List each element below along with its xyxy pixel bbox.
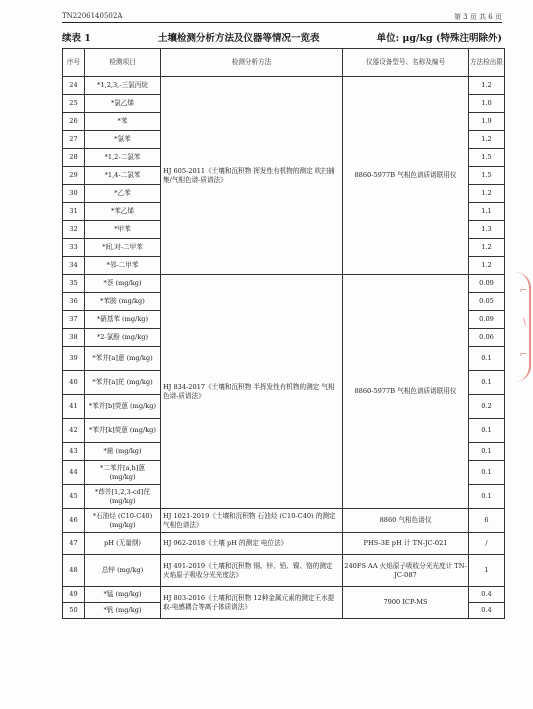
limit-cell: 0.05 (469, 293, 505, 311)
stamp-mark: ∖ (521, 318, 527, 328)
item-cell: *苯并[a]蒽 (mg/kg) (85, 347, 161, 371)
seq-cell: 44 (63, 461, 85, 485)
item-cell: pH (无量纲) (85, 533, 161, 555)
table-row (63, 587, 505, 603)
item-cell: *邻-二甲苯 (85, 257, 161, 275)
seq-cell: 42 (63, 419, 85, 443)
item-cell: *2-氯酚 (mg/kg) (85, 329, 161, 347)
table-row (63, 77, 505, 95)
seq-cell: 26 (63, 113, 85, 131)
limit-cell: 1.2 (469, 131, 505, 149)
limit-cell: 0.1 (469, 485, 505, 509)
seq-cell: 45 (63, 485, 85, 509)
limit-cell: 0.1 (469, 419, 505, 443)
seq-cell: 25 (63, 95, 85, 113)
seq-cell: 46 (63, 509, 85, 533)
item-cell: *苯乙烯 (85, 203, 161, 221)
col-seq: 序号 (63, 49, 85, 77)
seq-cell: 24 (63, 77, 85, 95)
seq-cell: 38 (63, 329, 85, 347)
seq-cell: 30 (63, 185, 85, 203)
limit-cell: 1.5 (469, 149, 505, 167)
methods-table (62, 48, 505, 619)
seq-cell: 32 (63, 221, 85, 239)
item-cell: *甲苯 (85, 221, 161, 239)
limit-cell: 0.09 (469, 275, 505, 293)
limit-cell: 1.2 (469, 257, 505, 275)
item-cell: 总锌 (mg/kg) (85, 555, 161, 587)
stamp-mark: ⌐ (519, 286, 527, 296)
item-cell: *1,4-二氯苯 (85, 167, 161, 185)
item-cell: *氯苯 (85, 131, 161, 149)
seq-cell: 37 (63, 311, 85, 329)
item-cell: *苯胺 (mg/kg) (85, 293, 161, 311)
col-instrument: 仪器设备型号、名称及编号 (343, 49, 469, 77)
seq-cell: 47 (63, 533, 85, 555)
item-cell: *钒 (mg/kg) (85, 603, 161, 619)
item-cell: *茚并[1,2,3-cd]芘 (mg/kg) (85, 485, 161, 509)
item-cell: *苯并[a]芘 (mg/kg) (85, 371, 161, 395)
item-cell: *锰 (mg/kg) (85, 587, 161, 603)
limit-cell: 1 (469, 555, 505, 587)
col-method: 检测分析方法 (161, 49, 343, 77)
limit-cell: 0.4 (469, 587, 505, 603)
header-divider (62, 22, 502, 23)
instrument-cell: 8860-5977B 气相色谱质谱联用仪 (343, 77, 469, 275)
continuation-label: 续表 1 (62, 33, 91, 44)
report-number: TN2206140502A (62, 12, 123, 20)
table-header-row (63, 49, 505, 77)
limit-cell: 0.1 (469, 371, 505, 395)
limit-cell: 1.0 (469, 95, 505, 113)
limit-cell: 1.2 (469, 77, 505, 95)
seq-cell: 33 (63, 239, 85, 257)
method-cell: HJ 1021-2019《土壤和沉积物 石油烃 (C10-C40) 的测定 气相色谱法》 (161, 509, 343, 533)
seq-cell: 50 (63, 603, 85, 619)
limit-cell: 1.1 (469, 203, 505, 221)
col-item: 检测项目 (85, 49, 161, 77)
seq-cell: 29 (63, 167, 85, 185)
seq-cell: 39 (63, 347, 85, 371)
method-cell: HJ 803-2016《土壤和沉积物 12种金属元素的测定王水提取-电感耦合等离子体质谱法》 (161, 587, 343, 619)
instrument-cell: 8860-5977B 气相色谱质谱联用仪 (343, 275, 469, 509)
item-cell: *石油烃 (C10-C40) (mg/kg) (85, 509, 161, 533)
item-cell: *氯乙烯 (85, 95, 161, 113)
instrument-cell: 7900 ICP-MS (343, 587, 469, 619)
table-row (63, 275, 505, 293)
method-cell: HJ 834-2017《土壤和沉积物 半挥发性有机物的测定 气相色谱-质谱法》 (161, 275, 343, 509)
limit-cell: 1.5 (469, 167, 505, 185)
seq-cell: 41 (63, 395, 85, 419)
page-number: 第 3 页 共 6 页 (453, 13, 502, 21)
item-cell: *萘 (mg/kg) (85, 275, 161, 293)
seq-cell: 34 (63, 257, 85, 275)
item-cell: *苯 (85, 113, 161, 131)
instrument-cell: 240FS AA 火焰原子吸收分光光度计 TN-JC-087 (343, 555, 469, 587)
instrument-cell: PHS-3E pH 计 TN-JC-021 (343, 533, 469, 555)
item-cell: *苯并[k]荧蒽 (mg/kg) (85, 419, 161, 443)
table-row (63, 509, 505, 533)
limit-cell: 0.09 (469, 311, 505, 329)
seq-cell: 31 (63, 203, 85, 221)
table-row (63, 555, 505, 587)
method-cell: HJ 491-2019《土壤和沉积物 铜、锌、铅、镍、铬的测定 火焰原子吸收分光光度法》 (161, 555, 343, 587)
table-title-row (62, 30, 502, 46)
item-cell: *乙苯 (85, 185, 161, 203)
limit-cell: 0.1 (469, 443, 505, 461)
method-cell: HJ 605-2011《土壤和沉积物 挥发性有机物的测定 吹扫捕集/气相色谱-质谱法》 (161, 77, 343, 275)
limit-cell: 6 (469, 509, 505, 533)
seq-cell: 43 (63, 443, 85, 461)
instrument-cell: 8860 气相色谱仪 (343, 509, 469, 533)
limit-cell: 0.1 (469, 461, 505, 485)
limit-cell: 0.1 (469, 347, 505, 371)
table-row (63, 533, 505, 555)
seq-cell: 36 (63, 293, 85, 311)
table-title: 土壤检测分析方法及仪器等情况一览表 (158, 33, 320, 44)
item-cell: *间,对-二甲苯 (85, 239, 161, 257)
seq-cell: 35 (63, 275, 85, 293)
limit-cell: 1.2 (469, 239, 505, 257)
method-cell: HJ 962-2018《土壤 pH 的测定 电位法》 (161, 533, 343, 555)
item-cell: *䓛 (mg/kg) (85, 443, 161, 461)
limit-cell: 1.9 (469, 113, 505, 131)
unit-note: 单位: μg/kg (特殊注明除外) (376, 33, 502, 44)
limit-cell: 1.2 (469, 185, 505, 203)
item-cell: *二苯并[a,h]蒽 (mg/kg) (85, 461, 161, 485)
item-cell: *1,2,3,-三氯丙烷 (85, 77, 161, 95)
seq-cell: 28 (63, 149, 85, 167)
limit-cell: 0.2 (469, 395, 505, 419)
item-cell: *硝基苯 (mg/kg) (85, 311, 161, 329)
limit-cell: 0.06 (469, 329, 505, 347)
seq-cell: 48 (63, 555, 85, 587)
item-cell: *1,2-二氯苯 (85, 149, 161, 167)
item-cell: *苯并[b]荧蒽 (mg/kg) (85, 395, 161, 419)
limit-cell: / (469, 533, 505, 555)
seq-cell: 27 (63, 131, 85, 149)
seq-cell: 49 (63, 587, 85, 603)
limit-cell: 1.3 (469, 221, 505, 239)
stamp-mark: ⌐ (519, 350, 527, 360)
col-limit: 方法检出限 (469, 49, 505, 77)
limit-cell: 0.4 (469, 603, 505, 619)
seq-cell: 40 (63, 371, 85, 395)
